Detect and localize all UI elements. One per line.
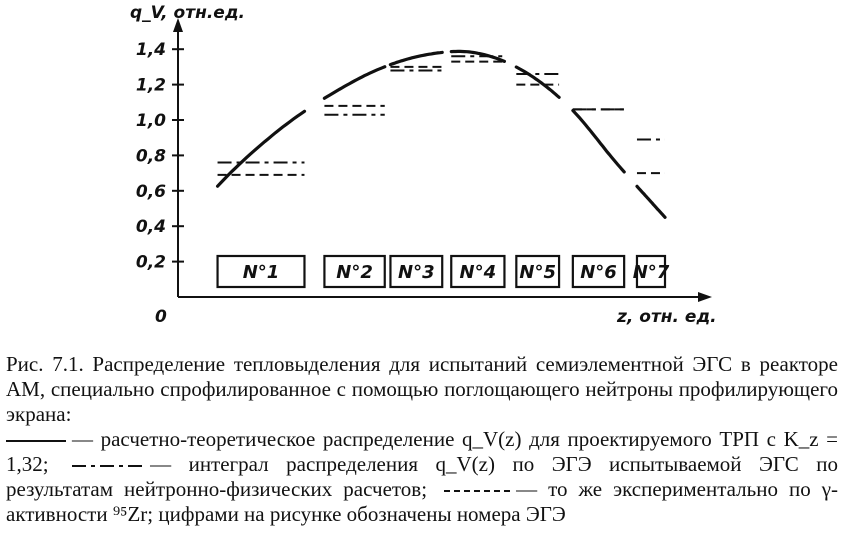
element-label: N°1: [242, 262, 280, 283]
y-tick-label: 1,4: [135, 40, 166, 61]
element-label: N°7: [632, 262, 670, 283]
y-axis-label: q_V, отн.ед.: [130, 3, 246, 23]
origin-label: 0: [155, 307, 167, 327]
legend-dashdot-line: [72, 465, 144, 467]
element-levels: [218, 56, 665, 175]
y-tick-label: 1,0: [135, 111, 166, 131]
y-tick-label: 1,2: [135, 75, 166, 96]
theoretical-curve-segment: [637, 186, 665, 217]
series-theoretical: [218, 51, 665, 217]
theoretical-curve-segment: [324, 67, 384, 99]
y-tick-label: 0,8: [135, 146, 166, 167]
legend-dashdot-text: — интеграл распределения q_V(z) по ЭГЭ испытываемой ЭГС по результатам нейтронно-физических расчетов;: [6, 452, 838, 501]
element-label: N°3: [398, 262, 435, 283]
y-tick-label: 0,4: [135, 217, 166, 238]
legend-dashed-line: [444, 490, 510, 492]
element-label: N°4: [459, 262, 497, 283]
element-boxes: [218, 256, 670, 287]
element-label: N°5: [519, 262, 556, 283]
theoretical-curve-segment: [390, 52, 442, 64]
element-label: N°6: [580, 262, 617, 283]
legend-solid-line: [6, 440, 66, 442]
figure-caption: [6, 352, 838, 527]
theoretical-curve-segment: [573, 111, 624, 172]
y-tick-label: 0,6: [135, 181, 166, 202]
y-ticks: [136, 40, 184, 272]
legend-dashed-text: — то же экспериментально по γ-активности ⁹⁵Zr; цифрами на рисунке обозначены номера ЭГЭ: [6, 477, 839, 526]
x-axis-arrow: [698, 292, 712, 302]
caption-title: Рис. 7.1. Распределение тепловыделения для испытаний семиэлементной ЭГС в реакторе АМ, специально спрофилированное с помощью поглощающего нейтроны профилирующего экрана:: [6, 352, 838, 426]
theoretical-curve-segment: [516, 67, 559, 97]
element-label: N°2: [336, 262, 373, 283]
x-axis-label: z, отн. ед.: [617, 307, 717, 327]
legend-solid-text: — расчетно-теоретическое распределение q_V(z) для проектируемого ТРП с K_z = 1,32;: [6, 427, 838, 476]
y-tick-label: 0,2: [135, 252, 166, 273]
caption-legend: [6, 427, 838, 527]
